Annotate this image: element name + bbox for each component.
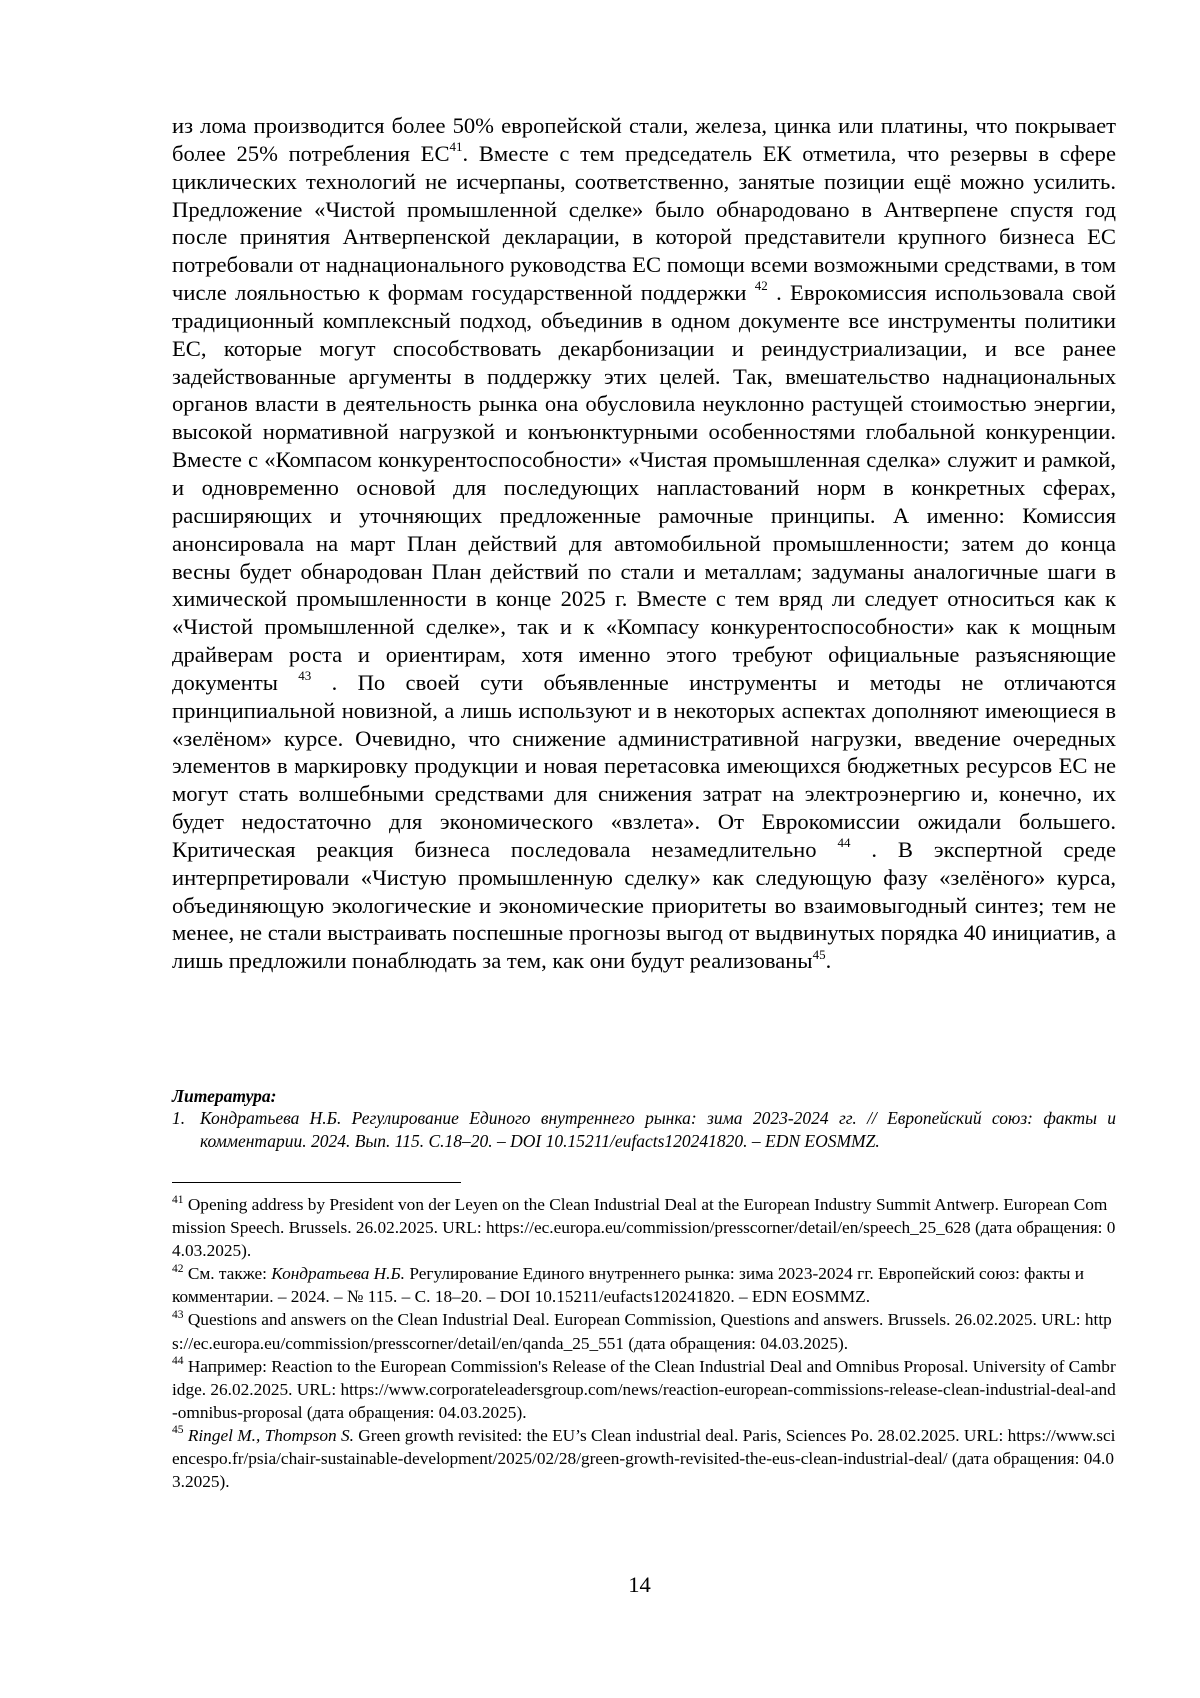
footnote-number: 45 [172, 1424, 184, 1437]
body-text-segment: . По своей сути объявленные инструменты и методы не отличаются принципиальной новизной, а лишь используют и в некоторых аспектах дополняют имеющиеся в «зелёном» курсе. Очевидно, что снижение административной нагрузки, введение очередных элементов в маркировку продукции и новая перетасовка имеющихся бюджетных ресурсов ЕС не могут стать волшебными средствами для снижения затрат на электроэнергию и, конечно, их будет недостаточно для экономического «взлета». От Еврокомиссии ожидали большего. Критическая реакция бизнеса последовала незамедлительно [172, 669, 1116, 862]
literature-item-text: Кондратьева Н.Б. Регулирование Единого внутреннего рынка: зима 2023-2024 гг. // Европейский союз: факты и комментарии. 2024. Вып. 115. С.18–20. – DOI 10.15211/eufacts120241820. – EDN EOSMMZ. [200, 1108, 1116, 1151]
footnotes-section [172, 1193, 1116, 1493]
footnote-text: Green growth revisited: the EU’s Clean industrial deal. Paris, Sciences Po. 28.02.2025. URL: https://www.sciencespo.fr/psia/chair-sustainable-development/2025/02/28/green-growth-revisited-the-eus-clean-industrial-deal/ (дата обращения: 04.03.2025). [172, 1425, 1116, 1492]
footnote-ref-44[interactable]: 44 [837, 835, 851, 851]
footnote-number: 41 [172, 1193, 184, 1206]
footnote-ref-43[interactable]: 43 [298, 668, 312, 684]
body-text-segment: . В экспертной среде интерпретировали «Чистую промышленную сделку» как следующую фазу «зелёного» курса, объединяющую экологические и экономические приоритеты во взаимовыгодный синтез; тем не менее, не стали выстраивать поспешные прогнозы выгод от выдвинутых порядка 40 инициатив, а лишь предложили понаблюдать за тем, как они будут реализованы [172, 836, 1116, 974]
footnote-number: 44 [172, 1355, 184, 1368]
body-text-segment: из лома производится более 50% европейской стали, железа, цинка или платины, что покрывает более 25% потребления ЕС [172, 113, 1116, 166]
literature-list [172, 1107, 1116, 1153]
footnote-author: Кондратьева Н.Б. [271, 1264, 405, 1284]
literature-item-number: 1. [172, 1108, 186, 1128]
literature-item [172, 1107, 1116, 1153]
footnote-number: 43 [172, 1309, 184, 1321]
footnote-41 [172, 1193, 1116, 1262]
footnote-43 [172, 1308, 1116, 1354]
footnote-ref-42[interactable]: 42 [754, 278, 768, 294]
body-text-segment: . Вместе с тем председатель ЕК отметила, что резервы в сфере циклических технологий не исчерпаны, соответственно, занятые позиции ещё можно усилить. Предложение «Чистой промышленной сделке» было обнародовано в Антверпене спустя год после принятия Антверпенской декларации, в которой представители крупного бизнеса ЕС потребовали от наднационального руководства ЕС помощи всеми возможными средствами, в том числе лояльностью к формам государственной поддержки [172, 140, 1116, 306]
footnote-author: Ringel M., Thompson S. [183, 1425, 354, 1445]
footnote-ref-41[interactable]: 41 [449, 139, 463, 155]
footnote-prefix: См. также: [183, 1264, 272, 1284]
footnote-42 [172, 1262, 1116, 1308]
footnote-ref-45[interactable]: 45 [812, 946, 826, 962]
footnote-text: Регулирование Единого внутреннего рынка: зима 2023-2024 гг. Европейский союз: факты и комментарии. – 2024. – № 115. – С. 18–20. – DOI 10.15211/eufacts120241820. – EDN EOSMMZ. [172, 1264, 1084, 1307]
page-number: 14 [628, 1572, 651, 1597]
footnote-text: Questions and answers on the Clean Industrial Deal. European Commission, Questions and answers. Brussels. 26.02.2025. URL: https://ec.europa.eu/commission/presscorner/detail/en/qanda_25_551 (дата обращения: 04.03.2025). [172, 1310, 1112, 1353]
footnote-divider [172, 1182, 461, 1183]
body-paragraph [172, 112, 1116, 975]
footnote-45 [172, 1424, 1116, 1493]
body-text-segment: . Еврокомиссия использовала свой традиционный комплексный подход, объединив в одном документе все инструменты политики ЕС, которые могут способствовать декарбонизации и реиндустриализации, и все ранее задействованные аргументы в поддержку этих целей. Так, вмешательство наднациональных органов власти в деятельность рынка она обусловила неуклонно растущей стоимостью энергии, высокой нормативной нагрузкой и конъюнктурными особенностями глобальной конкуренции. Вместе с «Компасом конкурентоспособности» «Чистая промышленная сделка» служит и рамкой, и одновременно основой для последующих напластований норм в конкретных сферах, расширяющих и уточняющих предложенные рамочные принципы. А именно: Комиссия анонсировала на март План действий для автомобильной промышленности; затем до конца весны будет обнародован План действий по стали и металлам; задуманы аналогичные шаги в химической промышленности в конце 2025 г. Вместе с тем вряд ли следует относиться как к «Чистой промышленной сделке», так и к «Компасу конкурентоспособности» как к мощным драйверам роста и ориентирам, хотя именно этого требуют официальные разъясняющие документы [172, 280, 1116, 695]
literature-heading: Литература: [172, 1086, 277, 1106]
body-text-segment: . [825, 948, 832, 974]
footnote-number: 42 [172, 1262, 184, 1275]
footnote-44 [172, 1355, 1116, 1424]
footnote-text: Например: Reaction to the European Commission's Release of the Clean Industrial Deal and Omnibus Proposal. University of Cambridge. 26.02.2025. URL: https://www.corporateleadersgroup.com/news/reaction-european-commissions-release-clean-industrial-deal-and-omnibus-proposal (дата обращения: 04.03.2025). [172, 1356, 1116, 1422]
footnote-text: Opening address by President von der Leyen on the Clean Industrial Deal at the European Industry Summit Antwerp. European Commission Speech. Brussels. 26.02.2025. URL: https://ec.europa.eu/commission/presscorner/detail/en/speech_25_628 (дата обращения: 04.03.2025). [172, 1195, 1116, 1261]
